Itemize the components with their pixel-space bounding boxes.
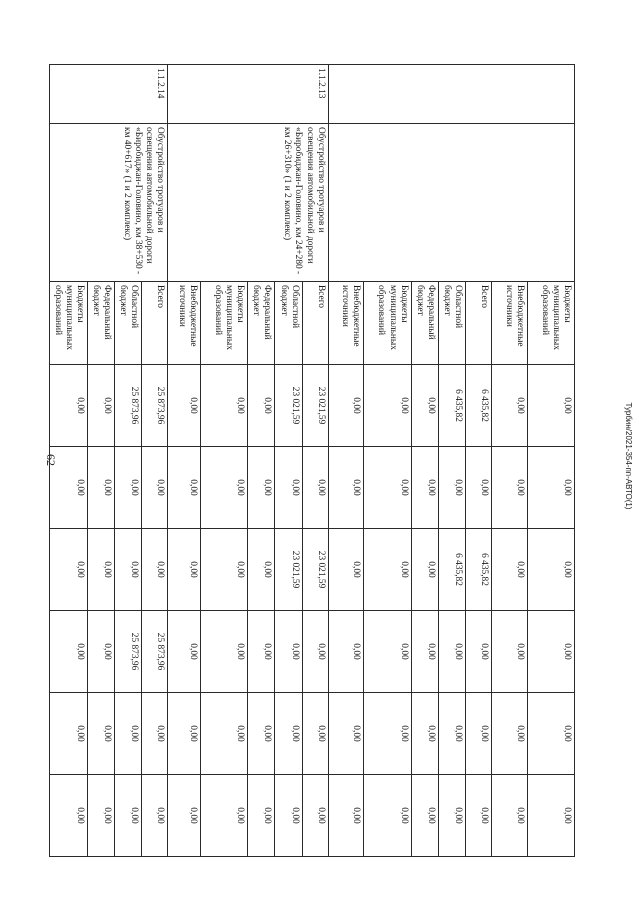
value-cell: 0,00 xyxy=(49,693,87,775)
value-cell: 0,00 xyxy=(411,447,438,529)
value-cell: 0,00 xyxy=(528,611,575,693)
value-cell: 0,00 xyxy=(275,693,302,775)
value-cell: 0,00 xyxy=(466,611,492,693)
value-cell: 0,00 xyxy=(492,529,528,611)
value-cell: 6 435,82 xyxy=(438,365,465,447)
value-cell: 0,00 xyxy=(142,775,168,857)
value-cell: 0,00 xyxy=(87,693,114,775)
value-cell: 0,00 xyxy=(302,611,328,693)
funding-source-cell: Областной бюджет xyxy=(275,282,302,365)
funding-source-cell: Всего xyxy=(302,282,328,365)
value-cell: 0,00 xyxy=(328,611,363,693)
value-cell: 0,00 xyxy=(466,447,492,529)
value-cell: 0,00 xyxy=(168,611,201,693)
value-cell: 25 873,96 xyxy=(115,365,142,447)
value-cell: 0,00 xyxy=(466,775,492,857)
value-cell: 0,00 xyxy=(302,693,328,775)
document-code: Турбин/2021-354-пп-АВТО(1) xyxy=(624,402,633,510)
value-cell: 0,00 xyxy=(248,775,275,857)
value-cell: 0,00 xyxy=(201,611,248,693)
value-cell: 0,00 xyxy=(142,529,168,611)
value-cell: 0,00 xyxy=(438,693,465,775)
value-cell: 0,00 xyxy=(328,365,363,447)
value-cell: 6 435,82 xyxy=(438,529,465,611)
value-cell: 0,00 xyxy=(275,775,302,857)
value-cell: 0,00 xyxy=(87,529,114,611)
value-cell: 0,00 xyxy=(438,775,465,857)
value-cell: 25 873,96 xyxy=(115,611,142,693)
value-cell: 0,00 xyxy=(248,529,275,611)
value-cell: 0,00 xyxy=(528,775,575,857)
table-row xyxy=(302,65,328,857)
value-cell: 0,00 xyxy=(302,447,328,529)
value-cell: 0,00 xyxy=(328,529,363,611)
page-number: 62 xyxy=(44,454,58,466)
row-code-cell: 1.1.2.14 xyxy=(49,65,168,124)
budget-table xyxy=(49,64,575,857)
funding-source-cell: Внебюджетные источники xyxy=(328,282,363,365)
value-cell: 0,00 xyxy=(363,693,411,775)
value-cell: 6 435,82 xyxy=(466,365,492,447)
table-row xyxy=(528,65,575,857)
value-cell: 0,00 xyxy=(115,447,142,529)
value-cell: 0,00 xyxy=(115,693,142,775)
value-cell: 0,00 xyxy=(87,365,114,447)
value-cell: 6 435,82 xyxy=(466,529,492,611)
funding-source-cell: Бюджеты муниципальных образований xyxy=(528,282,575,365)
value-cell: 0,00 xyxy=(411,693,438,775)
value-cell: 0,00 xyxy=(248,693,275,775)
value-cell: 0,00 xyxy=(492,693,528,775)
value-cell: 0,00 xyxy=(201,775,248,857)
value-cell: 0,00 xyxy=(492,447,528,529)
value-cell: 0,00 xyxy=(275,611,302,693)
row-name-cell: Обустройство тротуаров и освещения автомобильной дороги «Биробиджан-Головино, км 24+280 - км 26+310» (1 и 2 комплекс) xyxy=(168,124,328,282)
value-cell: 0,00 xyxy=(411,775,438,857)
value-cell: 23 021,59 xyxy=(275,529,302,611)
value-cell: 0,00 xyxy=(168,775,201,857)
value-cell: 0,00 xyxy=(363,775,411,857)
value-cell: 0,00 xyxy=(328,447,363,529)
value-cell: 0,00 xyxy=(201,529,248,611)
value-cell: 0,00 xyxy=(49,529,87,611)
row-name-cell xyxy=(328,124,574,282)
value-cell: 0,00 xyxy=(528,693,575,775)
value-cell: 0,00 xyxy=(142,693,168,775)
value-cell: 0,00 xyxy=(528,529,575,611)
value-cell: 0,00 xyxy=(168,693,201,775)
row-code-cell: 1.1.2.13 xyxy=(168,65,328,124)
value-cell: 0,00 xyxy=(363,365,411,447)
value-cell: 25 873,96 xyxy=(142,365,168,447)
value-cell: 23 021,59 xyxy=(275,365,302,447)
value-cell: 0,00 xyxy=(49,365,87,447)
value-cell: 0,00 xyxy=(302,775,328,857)
value-cell: 0,00 xyxy=(168,365,201,447)
funding-source-cell: Бюджеты муниципальных образований xyxy=(49,282,87,365)
value-cell: 0,00 xyxy=(275,447,302,529)
value-cell: 25 873,96 xyxy=(142,611,168,693)
value-cell: 0,00 xyxy=(115,775,142,857)
funding-source-cell: Всего xyxy=(466,282,492,365)
value-cell: 0,00 xyxy=(142,447,168,529)
value-cell: 0,00 xyxy=(115,529,142,611)
value-cell: 0,00 xyxy=(328,693,363,775)
funding-source-cell: Бюджеты муниципальных образований xyxy=(201,282,248,365)
funding-source-cell: Бюджеты муниципальных образований xyxy=(363,282,411,365)
value-cell: 23 021,59 xyxy=(302,529,328,611)
funding-source-cell: Федеральный бюджет xyxy=(87,282,114,365)
funding-source-cell: Всего xyxy=(142,282,168,365)
value-cell: 0,00 xyxy=(438,611,465,693)
value-cell: 0,00 xyxy=(528,365,575,447)
funding-source-cell: Областной бюджет xyxy=(115,282,142,365)
value-cell: 0,00 xyxy=(411,611,438,693)
value-cell: 0,00 xyxy=(528,447,575,529)
value-cell: 0,00 xyxy=(492,611,528,693)
rotated-table-wrapper xyxy=(52,64,575,856)
value-cell: 0,00 xyxy=(411,529,438,611)
value-cell: 0,00 xyxy=(328,775,363,857)
value-cell: 0,00 xyxy=(248,447,275,529)
value-cell: 0,00 xyxy=(87,611,114,693)
value-cell: 0,00 xyxy=(248,611,275,693)
value-cell: 0,00 xyxy=(363,529,411,611)
table-row xyxy=(142,65,168,857)
funding-source-cell: Федеральный бюджет xyxy=(248,282,275,365)
funding-source-cell: Федеральный бюджет xyxy=(411,282,438,365)
value-cell: 0,00 xyxy=(411,365,438,447)
value-cell: 0,00 xyxy=(49,447,87,529)
value-cell: 0,00 xyxy=(168,447,201,529)
value-cell: 0,00 xyxy=(438,447,465,529)
value-cell: 0,00 xyxy=(201,365,248,447)
value-cell: 0,00 xyxy=(87,447,114,529)
value-cell: 0,00 xyxy=(492,365,528,447)
value-cell: 0,00 xyxy=(363,447,411,529)
value-cell: 0,00 xyxy=(201,693,248,775)
value-cell: 0,00 xyxy=(49,775,87,857)
value-cell: 0,00 xyxy=(87,775,114,857)
value-cell: 0,00 xyxy=(168,529,201,611)
value-cell: 0,00 xyxy=(49,611,87,693)
funding-source-cell: Внебюджетные источники xyxy=(492,282,528,365)
row-name-cell: Обустройство тротуаров и освещения автомобильной дороги «Биробиджан-Головино, км 38+530 - км 40+617» (1 и 2 комплекс) xyxy=(49,124,168,282)
value-cell: 0,00 xyxy=(492,775,528,857)
value-cell: 0,00 xyxy=(248,365,275,447)
value-cell: 0,00 xyxy=(201,447,248,529)
value-cell: 0,00 xyxy=(466,693,492,775)
value-cell: 0,00 xyxy=(363,611,411,693)
value-cell: 23 021,59 xyxy=(302,365,328,447)
funding-source-cell: Областной бюджет xyxy=(438,282,465,365)
funding-source-cell: Внебюджетные источники xyxy=(168,282,201,365)
row-code-cell xyxy=(328,65,574,124)
